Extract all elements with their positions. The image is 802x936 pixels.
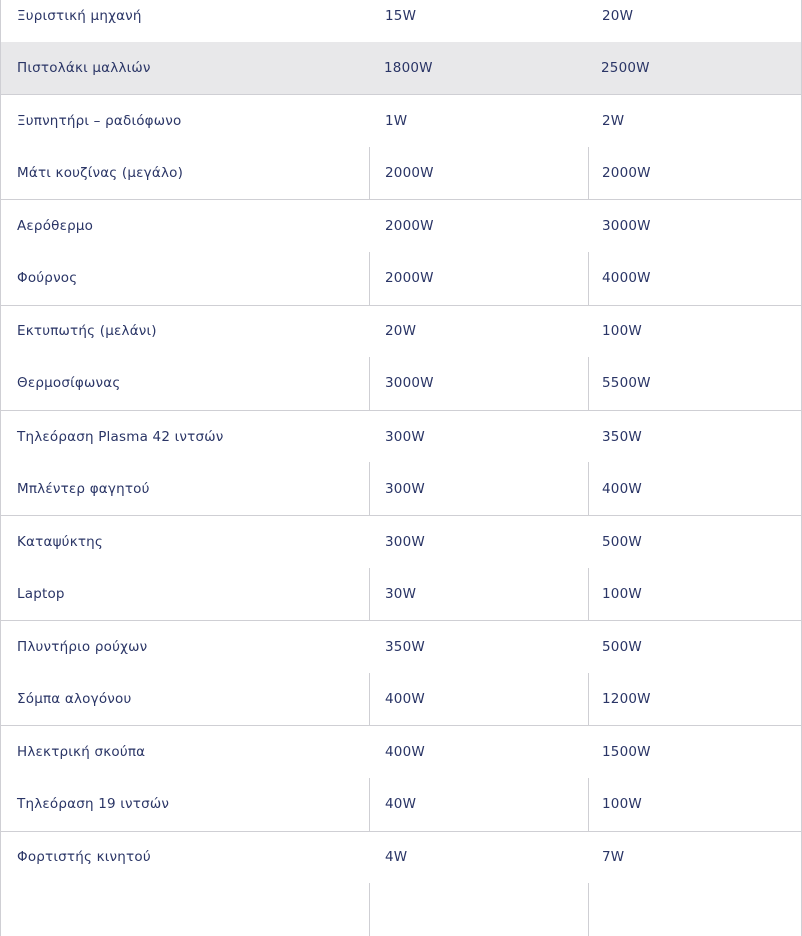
appliance-name: Φούρνος [17, 270, 78, 287]
table-row [1, 357, 801, 410]
appliance-name: Ξυπνητήρι – ραδιόφωνο [17, 112, 182, 129]
table-row [1, 94, 801, 147]
min-power: 300W [369, 462, 588, 515]
max-power: 2500W [601, 59, 650, 76]
min-power: 300W [385, 428, 425, 445]
appliance-name: Μπλέντερ φαγητού [17, 480, 150, 497]
max-power: 4000W [588, 252, 801, 305]
appliance-name: Μάτι κουζίνας (μεγάλο) [17, 165, 184, 182]
max-power: 500W [602, 533, 642, 550]
min-power: 300W [385, 533, 425, 550]
table-row [1, 305, 801, 358]
min-power: 400W [369, 673, 588, 726]
max-power: 350W [602, 428, 642, 445]
appliance-name: Laptop [17, 585, 65, 602]
min-power: 1800W [384, 59, 433, 76]
max-power: 500W [602, 638, 642, 655]
max-power: 400W [588, 462, 801, 515]
table-row [1, 0, 801, 42]
appliance-name: Ηλεκτρική σκούπα [17, 744, 146, 761]
min-power: 1W [385, 112, 408, 129]
table-row [1, 515, 801, 568]
appliance-name: Καταψύκτης [17, 533, 104, 550]
max-power: 2W [602, 112, 625, 129]
min-power: 15W [385, 7, 417, 24]
table-row [1, 725, 801, 778]
min-power: 40W [369, 778, 588, 831]
min-power: 2000W [385, 218, 434, 235]
max-power: 2000W [588, 147, 801, 200]
min-power: 30W [369, 568, 588, 621]
table-row [1, 410, 801, 463]
max-power: 1500W [602, 744, 651, 761]
appliance-name: Τηλεόραση 19 ιντσών [17, 796, 170, 813]
appliance-name: Πιστολάκι μαλλιών [17, 59, 151, 76]
table-row [1, 147, 801, 200]
appliance-name: Ξυριστική μηχανή [17, 7, 142, 24]
table-row [1, 568, 801, 621]
min-power: 2000W [369, 252, 588, 305]
table-row-highlighted [1, 42, 801, 95]
max-power: 100W [588, 778, 801, 831]
table-row [1, 831, 801, 884]
min-power: 2000W [369, 147, 588, 200]
appliance-name: Εκτυπωτής (μελάνι) [17, 323, 157, 340]
max-power: 7W [602, 849, 625, 866]
table-row [1, 462, 801, 515]
appliance-name: Αερόθερμο [17, 218, 94, 235]
table-row [1, 673, 801, 726]
table-row [1, 620, 801, 673]
appliance-name: Φορτιστής κινητού [17, 849, 151, 866]
min-power: 3000W [369, 357, 588, 410]
appliance-name: Θερμοσίφωνας [17, 375, 121, 392]
appliance-name: Σόμπα αλογόνου [17, 691, 132, 708]
max-power: 100W [588, 568, 801, 621]
appliance-name: Τηλεόραση Plasma 42 ιντσών [17, 428, 224, 445]
max-power: 1200W [588, 673, 801, 726]
max-power: 3000W [602, 218, 651, 235]
max-power: 100W [602, 323, 642, 340]
table-row [1, 778, 801, 831]
table-row [1, 252, 801, 305]
min-power: 350W [385, 638, 425, 655]
max-power: 20W [602, 7, 634, 24]
min-power: 400W [385, 744, 425, 761]
appliance-name: Πλυντήριο ρούχων [17, 638, 148, 655]
table-row [1, 199, 801, 252]
min-power: 4W [385, 849, 408, 866]
min-power: 20W [385, 323, 417, 340]
max-power: 5500W [588, 357, 801, 410]
